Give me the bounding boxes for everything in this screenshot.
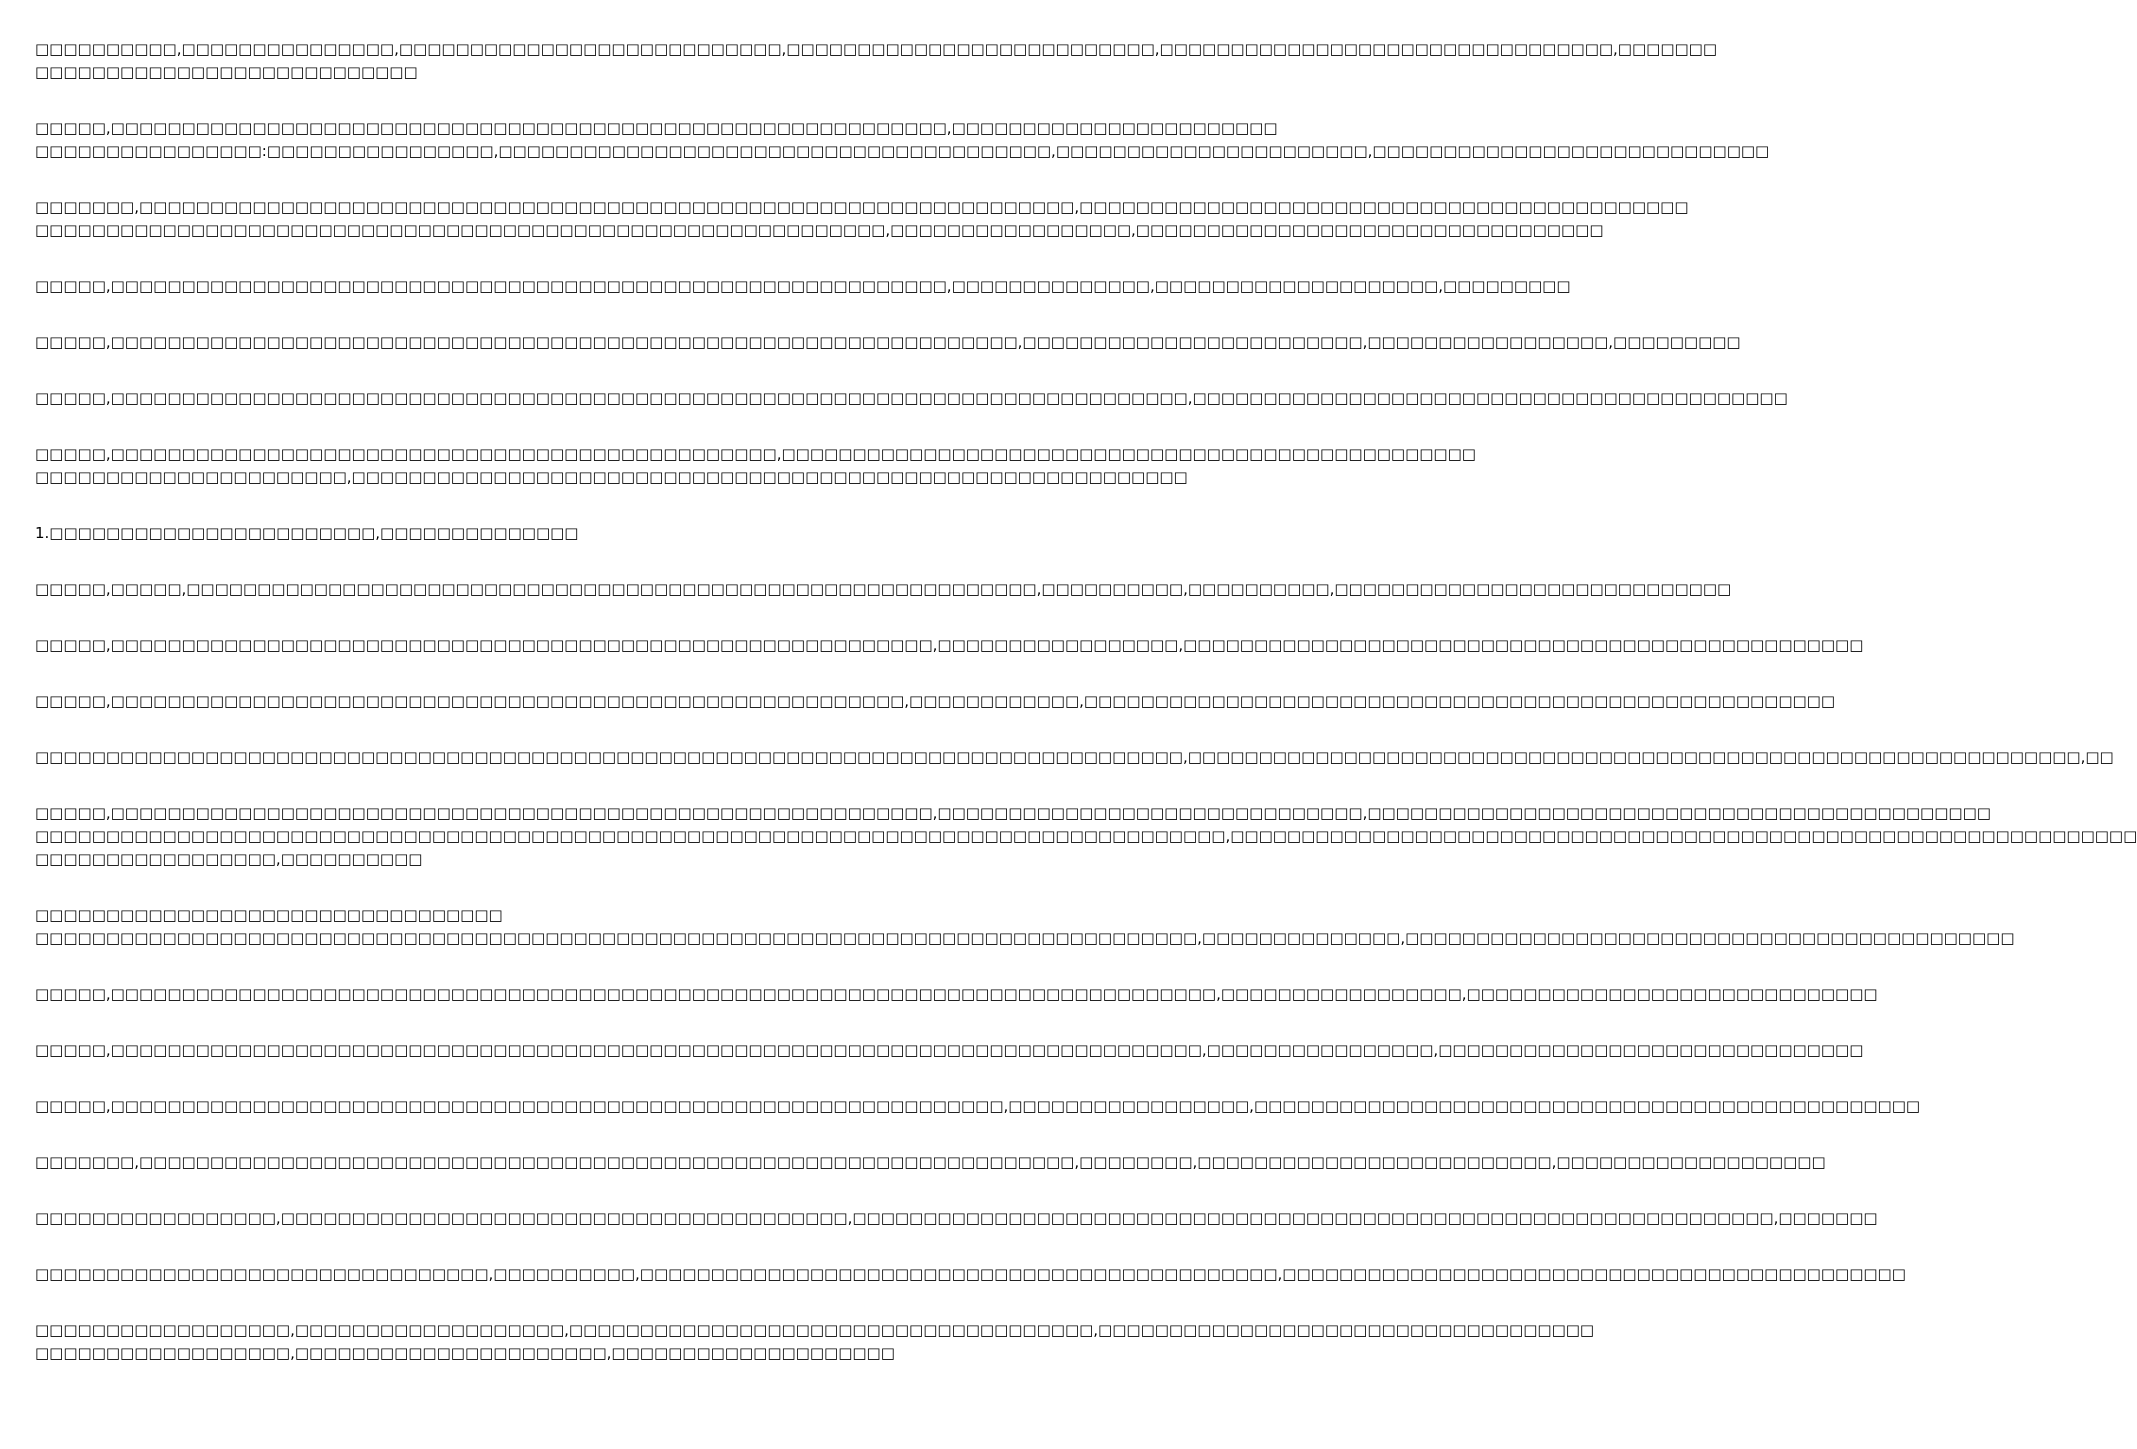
paragraph: □□□□□,□□□□□□□□□□□□□□□□□□□□□□□□□□□□□□□□□□□□□□□□□□□□□□□□□□□□□□□□□□,□□□□□□□□□□□□□□□□□□□□□□□□□□□□□□,□□□□□□□□□□□□□□□□□□□□□□□□□□□□□□□□□□□□□□□□□□□□ □□□□□□□□□□□□□□□□□□□□□□□□□□□□□□□□□□□□□□□□□□□□□□□□□□□□□□□□□□□□□□□□□□□□□□□□□□□□□□□□□□□□,□□□□□□□□□□□□□□□□□□□□□□□□□□□□□□□□□□□□□□□□□□□□□□□□□□□□□□□□□□□□□□□□ □□□□□□□□□□□□□□□□□,□□□□□□□□□□ bbox=[35, 804, 2137, 868]
document-body bbox=[35, 38, 2137, 1398]
paragraph: □□□□□,□□□□□□□□□□□□□□□□□□□□□□□□□□□□□□□□□□□□□□□□□□□□□□□□□□□□□□□□,□□□□□□□□□□□□,□□□□□□□□□□□□□□□□□□□□□□□□□□□□□□□□□□□□□□□□□□□□□□□□□□□□□ bbox=[35, 692, 1836, 710]
paragraph: □□□□□,□□□□□□□□□□□□□□□□□□□□□□□□□□□□□□□□□□□□□□□□□□□□□□□□□□□□□□□□□□□□□□□□,□□□□□□□□□□□□□□□□□□□□□□□□,□□□□□□□□□□□□□□□□□,□□□□□□□□□ bbox=[35, 333, 1741, 351]
paragraph: □□□□□□□,□□□□□□□□□□□□□□□□□□□□□□□□□□□□□□□□□□□□□□□□□□□□□□□□□□□□□□□□□□□□□□□□□□,□□□□□□□□,□□□□□□□□□□□□□□□□□□□□□□□□□,□□□□□□□□□□□□□□□□□□□ bbox=[35, 1153, 1826, 1171]
paragraph: □□□□□□□,□□□□□□□□□□□□□□□□□□□□□□□□□□□□□□□□□□□□□□□□□□□□□□□□□□□□□□□□□□□□□□□□□□,□□□□□□□□□□□□□□□□□□□□□□□□□□□□□□□□□□□□□□□□□□□ □□□□□□□□□□□□□□□□□□□□□□□□□□□□□□□□□□□□□□□□□□□□□□□□□□□□□□□□□□□□,□□□□□□□□□□□□□□□□□,□□□□□□□□□□□□□□□□□□□□□□□□□□□□□□□□□ bbox=[35, 198, 1689, 239]
paragraph: □□□□□□□□□□□□□□□□□□□□□□□□□□□□□□□□,□□□□□□□□□□,□□□□□□□□□□□□□□□□□□□□□□□□□□□□□□□□□□□□□□□□□□□□□,□□□□□□□□□□□□□□□□□□□□□□□□□□□□□□□□□□□□□□□□□□□□ bbox=[35, 1265, 1906, 1283]
paragraph: □□□□□,□□□□□□□□□□□□□□□□□□□□□□□□□□□□□□□□□□□□□□□□□□□□□□□□□□□□□□□□□□□,□□□□□□□□□□□□□□,□□□□□□□□□□□□□□□□□□□□,□□□□□□□□□ bbox=[35, 277, 1571, 295]
paragraph: □□□□□□□□□□,□□□□□□□□□□□□□□□,□□□□□□□□□□□□□□□□□□□□□□□□□□□,□□□□□□□□□□□□□□□□□□□□□□□□□□,□□□□□□□□□□□□□□□□□□□□□□□□□□□□□□□□,□□□□□□□ □□□□□□□□□□□□□□□□□□□□□□□□□□□ bbox=[35, 40, 1718, 81]
paragraph: □□□□□,□□□□□□□□□□□□□□□□□□□□□□□□□□□□□□□□□□□□□□□□□□□□□□□□□□□□□□□□□□□□□□□□□□□□□□□□□□□□□□,□□□□□□□□□□□□□□□□□,□□□□□□□□□□□□□□□□□□□□□□□□□□□□□ bbox=[35, 985, 1878, 1003]
paragraph: □□□□□,□□□□□□□□□□□□□□□□□□□□□□□□□□□□□□□□□□□□□□□□□□□□□□□□□□□□□□□□□□□□□□□□□□□□□□□□□□□□□,□□□□□□□□□□□□□□□□,□□□□□□□□□□□□□□□□□□□□□□□□□□□□□□ bbox=[35, 1041, 1864, 1059]
paragraph: □□□□□□□□□□□□□□□□□□□□□□□□□□□□□□□□□ □□□□□□□□□□□□□□□□□□□□□□□□□□□□□□□□□□□□□□□□□□□□□□□□□□□□□□□□□□□□□□□□□□□□□□□□□□□□□□□□□□,□□□□□□□□□□□□□□,□□□□□□□□□□□□□□□□□□□□□□□□□□□□□□□□□□□□□□□□□□□ bbox=[35, 906, 2015, 947]
paragraph: □□□□□,□□□□□□□□□□□□□□□□□□□□□□□□□□□□□□□□□□□□□□□□□□□□□□□□□□□□□□□□□□,□□□□□□□□□□□□□□□□□,□□□□□□□□□□□□□□□□□□□□□□□□□□□□□□□□□□□□□□□□□□□□□□□□ bbox=[35, 636, 1864, 654]
paragraph: □□□□□□□□□□□□□□□□□,□□□□□□□□□□□□□□□□□□□□□□□□□□□□□□□□□□□□□□□□,□□□□□□□□□□□□□□□□□□□□□□□□□□□□□□□□□□□□□□□□□□□□□□□□□□□□□□□□□□□□□□□□□,□□□□□□□ bbox=[35, 1209, 1878, 1227]
paragraph: □□□□□,□□□□□□□□□□□□□□□□□□□□□□□□□□□□□□□□□□□□□□□□□□□□□□□□□□□□□□□□□□□,□□□□□□□□□□□□□□□□□□□□□□□ □□□□□□□□□□□□□□□□:□□□□□□□□□□□□□□□□,□□□□□□□□□□□□□□□□□□□□□□□□□□□□□□□□□□□□□□□,□□□□□□□□□□□□□□□□□□□□□□,□□□□□□□□□□□□□□□□□□□□□□□□□□□□ bbox=[35, 119, 1770, 160]
paragraph: □□□□□,□□□□□□□□□□□□□□□□□□□□□□□□□□□□□□□□□□□□□□□□□□□□□□□□□□□□□□□□□□□□□□□□□□□□□□□□□□□□,□□□□□□□□□□□□□□□□□□□□□□□□□□□□□□□□□□□□□□□□□□ bbox=[35, 389, 1788, 407]
paragraph: □□□□□,□□□□□,□□□□□□□□□□□□□□□□□□□□□□□□□□□□□□□□□□□□□□□□□□□□□□□□□□□□□□□□□□□□,□□□□□□□□□□,□□□□□□□□□□,□□□□□□□□□□□□□□□□□□□□□□□□□□□□ bbox=[35, 580, 1732, 598]
section-heading: 1.□□□□□□□□□□□□□□□□□□□□□□□,□□□□□□□□□□□□□□ bbox=[35, 524, 579, 542]
paragraph: □□□□□□□□□□□□□□□□□□,□□□□□□□□□□□□□□□□□□□,□□□□□□□□□□□□□□□□□□□□□□□□□□□□□□□□□□□□□,□□□□□□□□□□□□□□□□□□□□□□□□□□□□□□□□□□□ □□□□□□□□□□□□□□□□□□,□□□□□□□□□□□□□□□□□□□□□□,□□□□□□□□□□□□□□□□□□□□ bbox=[35, 1321, 1595, 1362]
paragraph: □□□□□,□□□□□□□□□□□□□□□□□□□□□□□□□□□□□□□□□□□□□□□□□□□□□□□,□□□□□□□□□□□□□□□□□□□□□□□□□□□□□□□□□□□□□□□□□□□□□□□□□ □□□□□□□□□□□□□□□□□□□□□□,□□□□□□□□□□□□□□□□□□□□□□□□□□□□□□□□□□□□□□□□□□□□□□□□□□□□□□□□□□□ bbox=[35, 445, 1476, 486]
paragraph: □□□□□□□□□□□□□□□□□□□□□□□□□□□□□□□□□□□□□□□□□□□□□□□□□□□□□□□□□□□□□□□□□□□□□□□□□□□□□□□□□,□□□□□□□□□□□□□□□□□□□□□□□□□□□□□□□□□□□□□□□□□□□□□□□□□□□□□□□□□□□□□□□,□□ bbox=[35, 748, 2114, 766]
paragraph: □□□□□,□□□□□□□□□□□□□□□□□□□□□□□□□□□□□□□□□□□□□□□□□□□□□□□□□□□□□□□□□□□□□□□,□□□□□□□□□□□□□□□□□,□□□□□□□□□□□□□□□□□□□□□□□□□□□□□□□□□□□□□□□□□□□□□□□ bbox=[35, 1097, 1921, 1115]
